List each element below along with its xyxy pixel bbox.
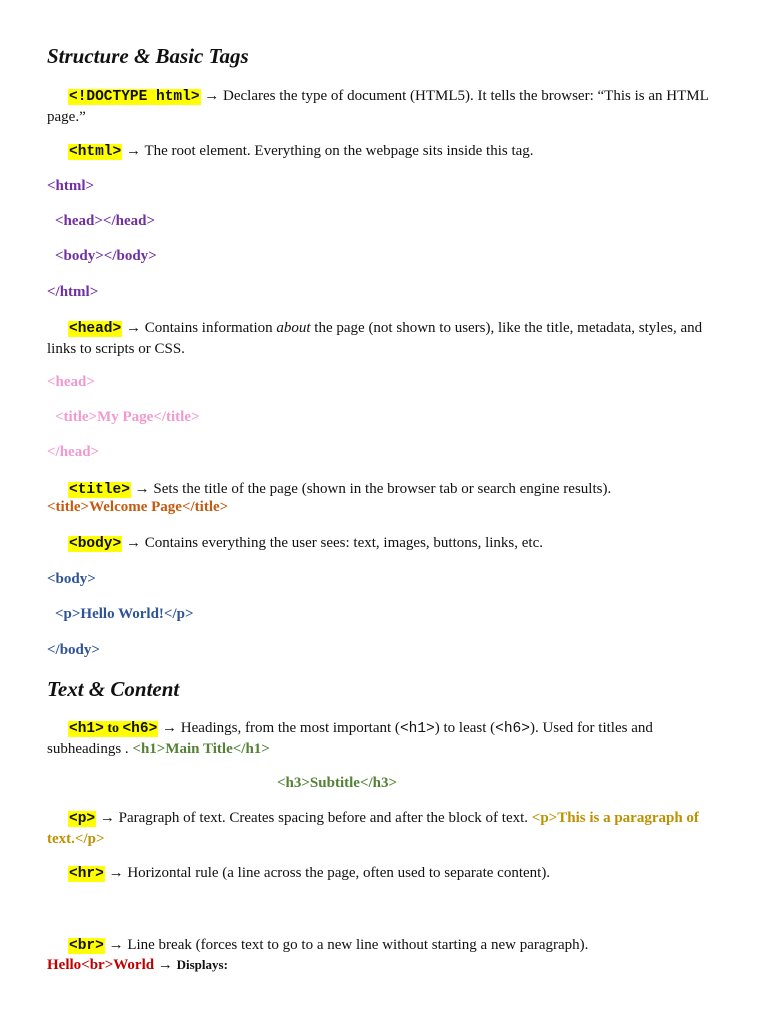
html-tag: <html> <box>69 144 122 160</box>
p-example: <p>This is a paragraph of text.</p> <box>47 810 699 847</box>
body-tag: <body> <box>69 536 122 552</box>
h3-example: <h3>Subtitle</h3> <box>277 775 398 791</box>
title-example: <title>Welcome Page</title> <box>47 499 229 515</box>
head-tag: <head> <box>69 321 122 337</box>
headings-tag-range: <h1> to <h6> <box>69 721 158 737</box>
html-code-head: <head></head> <box>55 213 156 229</box>
br-example-line: Hello<br>World → Displays: <box>47 957 228 973</box>
body-code-close: </body> <box>47 642 100 658</box>
section-heading-text-content: Text & Content <box>47 677 180 701</box>
head-code-title: <title>My Page</title> <box>55 409 200 425</box>
h1-tag: <h1> <box>69 721 104 737</box>
displays-label: Displays: <box>176 957 228 972</box>
html-description: The root element. Everything on the webpage sits inside this tag. <box>144 143 534 159</box>
headings-paragraph: <h1> to <h6> → Headings, from the most important (<h1>) to least (<h6>). Used for titles and subheadings . <h1>Main Title</h1> <box>47 720 653 757</box>
title-paragraph: <title> → Sets the title of the page (shown in the browser tab or search engine results). <box>69 481 612 498</box>
body-code-open: <body> <box>47 571 96 587</box>
hr-tag: <hr> <box>69 866 104 882</box>
html-paragraph: <html> → The root element. Everything on the webpage sits inside this tag. <box>69 143 534 160</box>
title-tag: <title> <box>69 482 130 498</box>
body-paragraph: <body> → Contains everything the user sees: text, images, buttons, links, etc. <box>69 535 543 552</box>
br-paragraph: <br> → Line break (forces text to go to a new line without starting a new paragraph). <box>69 937 589 954</box>
section-heading-structure: Structure & Basic Tags <box>47 44 249 68</box>
br-description: Line break (forces text to go to a new line without starting a new paragraph). <box>127 937 589 953</box>
hr-paragraph: <hr> → Horizontal rule (a line across the page, often used to separate content). <box>69 865 551 882</box>
doctype-description: Declares the type of document (HTML5). It tells the browser: “This is an HTML page.” <box>47 88 709 125</box>
p-paragraph: <p> → Paragraph of text. Creates spacing before and after the block of text. <p>This is a paragraph of text.</p> <box>47 810 699 847</box>
body-code-p: <p>Hello World!</p> <box>55 606 194 622</box>
doctype-tag: <!DOCTYPE html> <box>69 89 200 105</box>
head-code-open: <head> <box>47 374 95 390</box>
doctype-paragraph: <!DOCTYPE html> → Declares the type of document (HTML5). It tells the browser: “This is an HTML page.” <box>47 88 709 125</box>
head-paragraph: <head> → Contains information about the page (not shown to users), like the title, metadata, styles, and links to scripts or CSS. <box>47 320 703 357</box>
h1-example: <h1>Main Title</h1> <box>132 741 270 757</box>
h6-tag: <h6> <box>122 721 158 737</box>
hr-description: Horizontal rule (a line across the page, often used to separate content). <box>127 865 551 881</box>
br-tag: <br> <box>69 938 104 954</box>
head-emphasis: about <box>276 320 311 336</box>
html-code-open: <html> <box>47 178 95 194</box>
html-code-close: </html> <box>47 284 99 300</box>
p-tag: <p> <box>69 811 96 827</box>
head-code-close: </head> <box>47 444 100 460</box>
br-example: Hello<br>World <box>47 957 155 973</box>
html-code-body: <body></body> <box>55 248 157 264</box>
title-description: Sets the title of the page (shown in the browser tab or search engine results). <box>153 481 612 497</box>
p-description: Paragraph of text. Creates spacing before and after the block of text. <box>118 810 532 826</box>
body-description: Contains everything the user sees: text, images, buttons, links, etc. <box>144 535 543 551</box>
